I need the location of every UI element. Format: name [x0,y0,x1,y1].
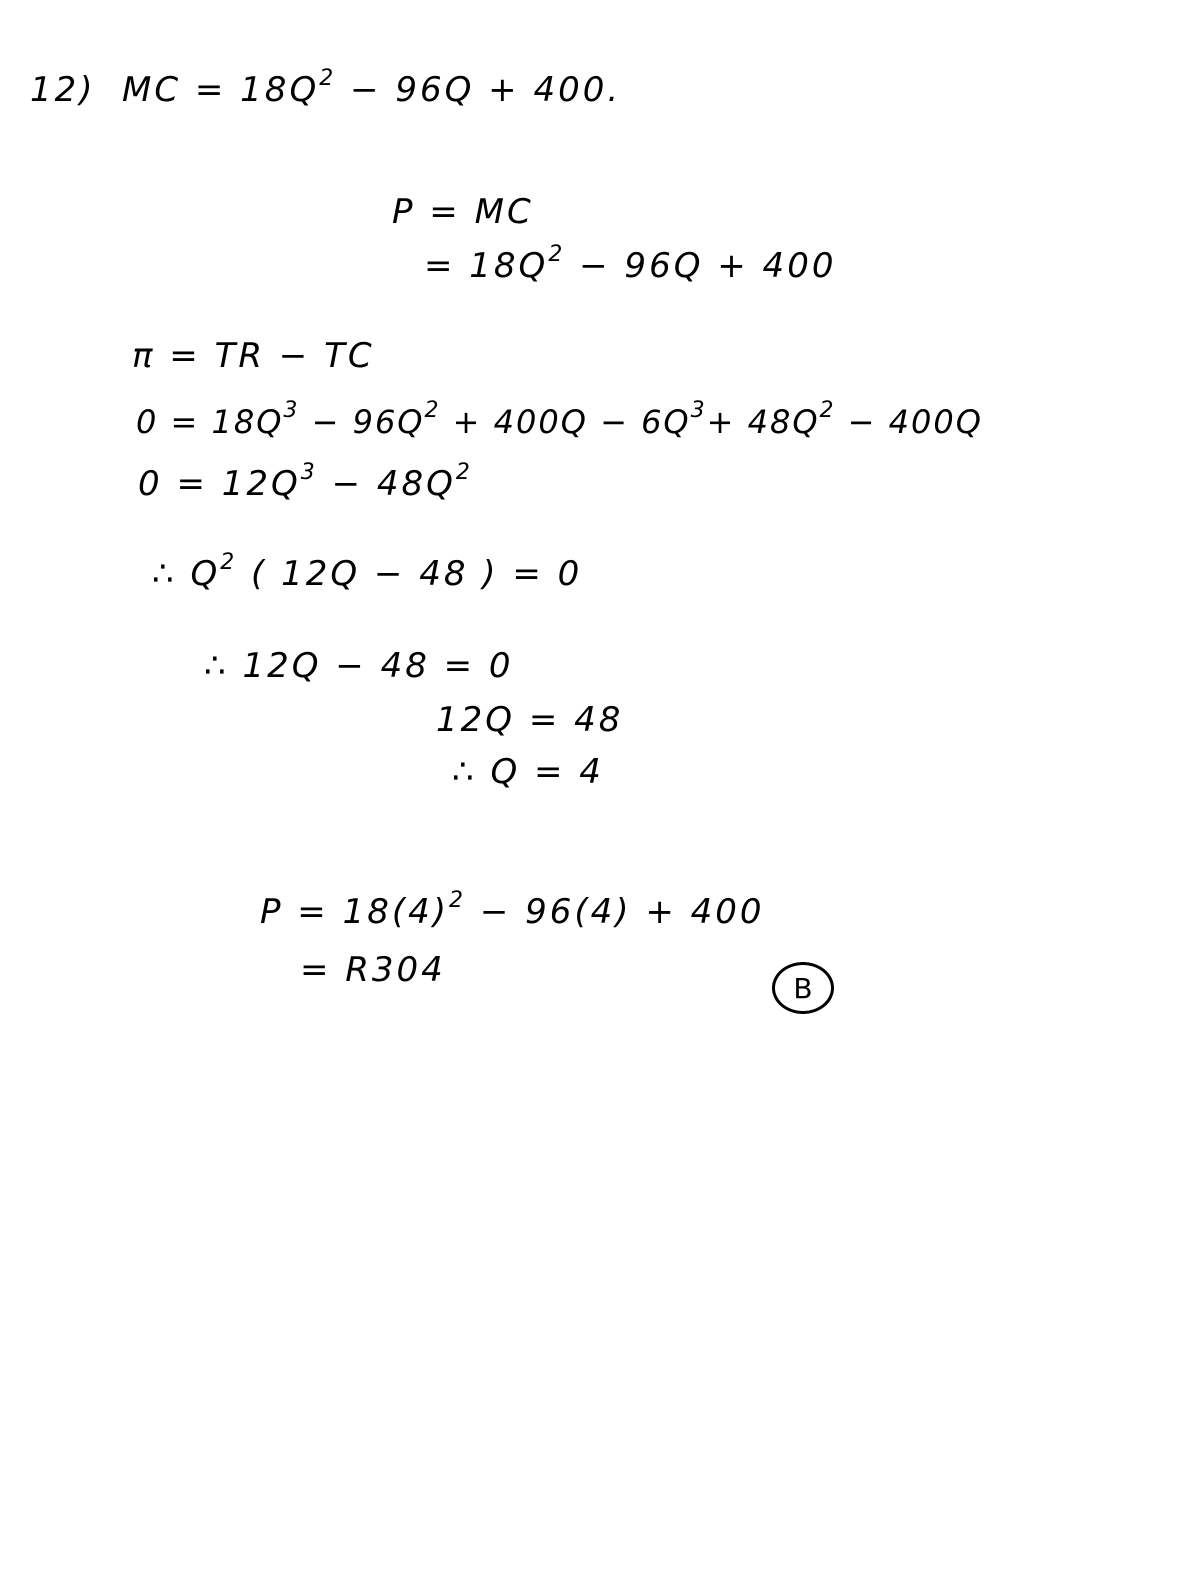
factored-equation: ∴ $Q^2$ ( 12Q − 48 ) = 0 [152,550,583,594]
profit-zero-simplified: $0 = 12Q^3 - 48Q^2$ [138,460,473,504]
quantity-result: ∴ Q = 4 [452,752,604,792]
solve-step: 12Q = 48 [436,700,624,740]
answer-circle [772,962,834,1014]
price-final: = R304 [300,950,446,990]
question-number: 12) [30,70,96,110]
answer-letter: B [793,971,813,1005]
marginal-cost-equation: MC = $18Q^2 - 96Q + 400$. [122,66,622,110]
profit-zero-expanded: $0 = 18Q^3 - 96Q^2 + 400Q - 6Q^3+ 48Q^2 - 400Q$ [136,398,983,441]
price-equals-mc: P = MC [392,192,534,232]
profit-equation: π = TR − TC [132,336,375,376]
linear-equation: ∴ 12Q − 48 = 0 [204,646,514,686]
price-expression: = $18Q^2 - 96Q + 400$ [424,242,837,286]
price-substitution: $P = 18(4)^2 - 96(4) + 400$ [260,888,765,932]
